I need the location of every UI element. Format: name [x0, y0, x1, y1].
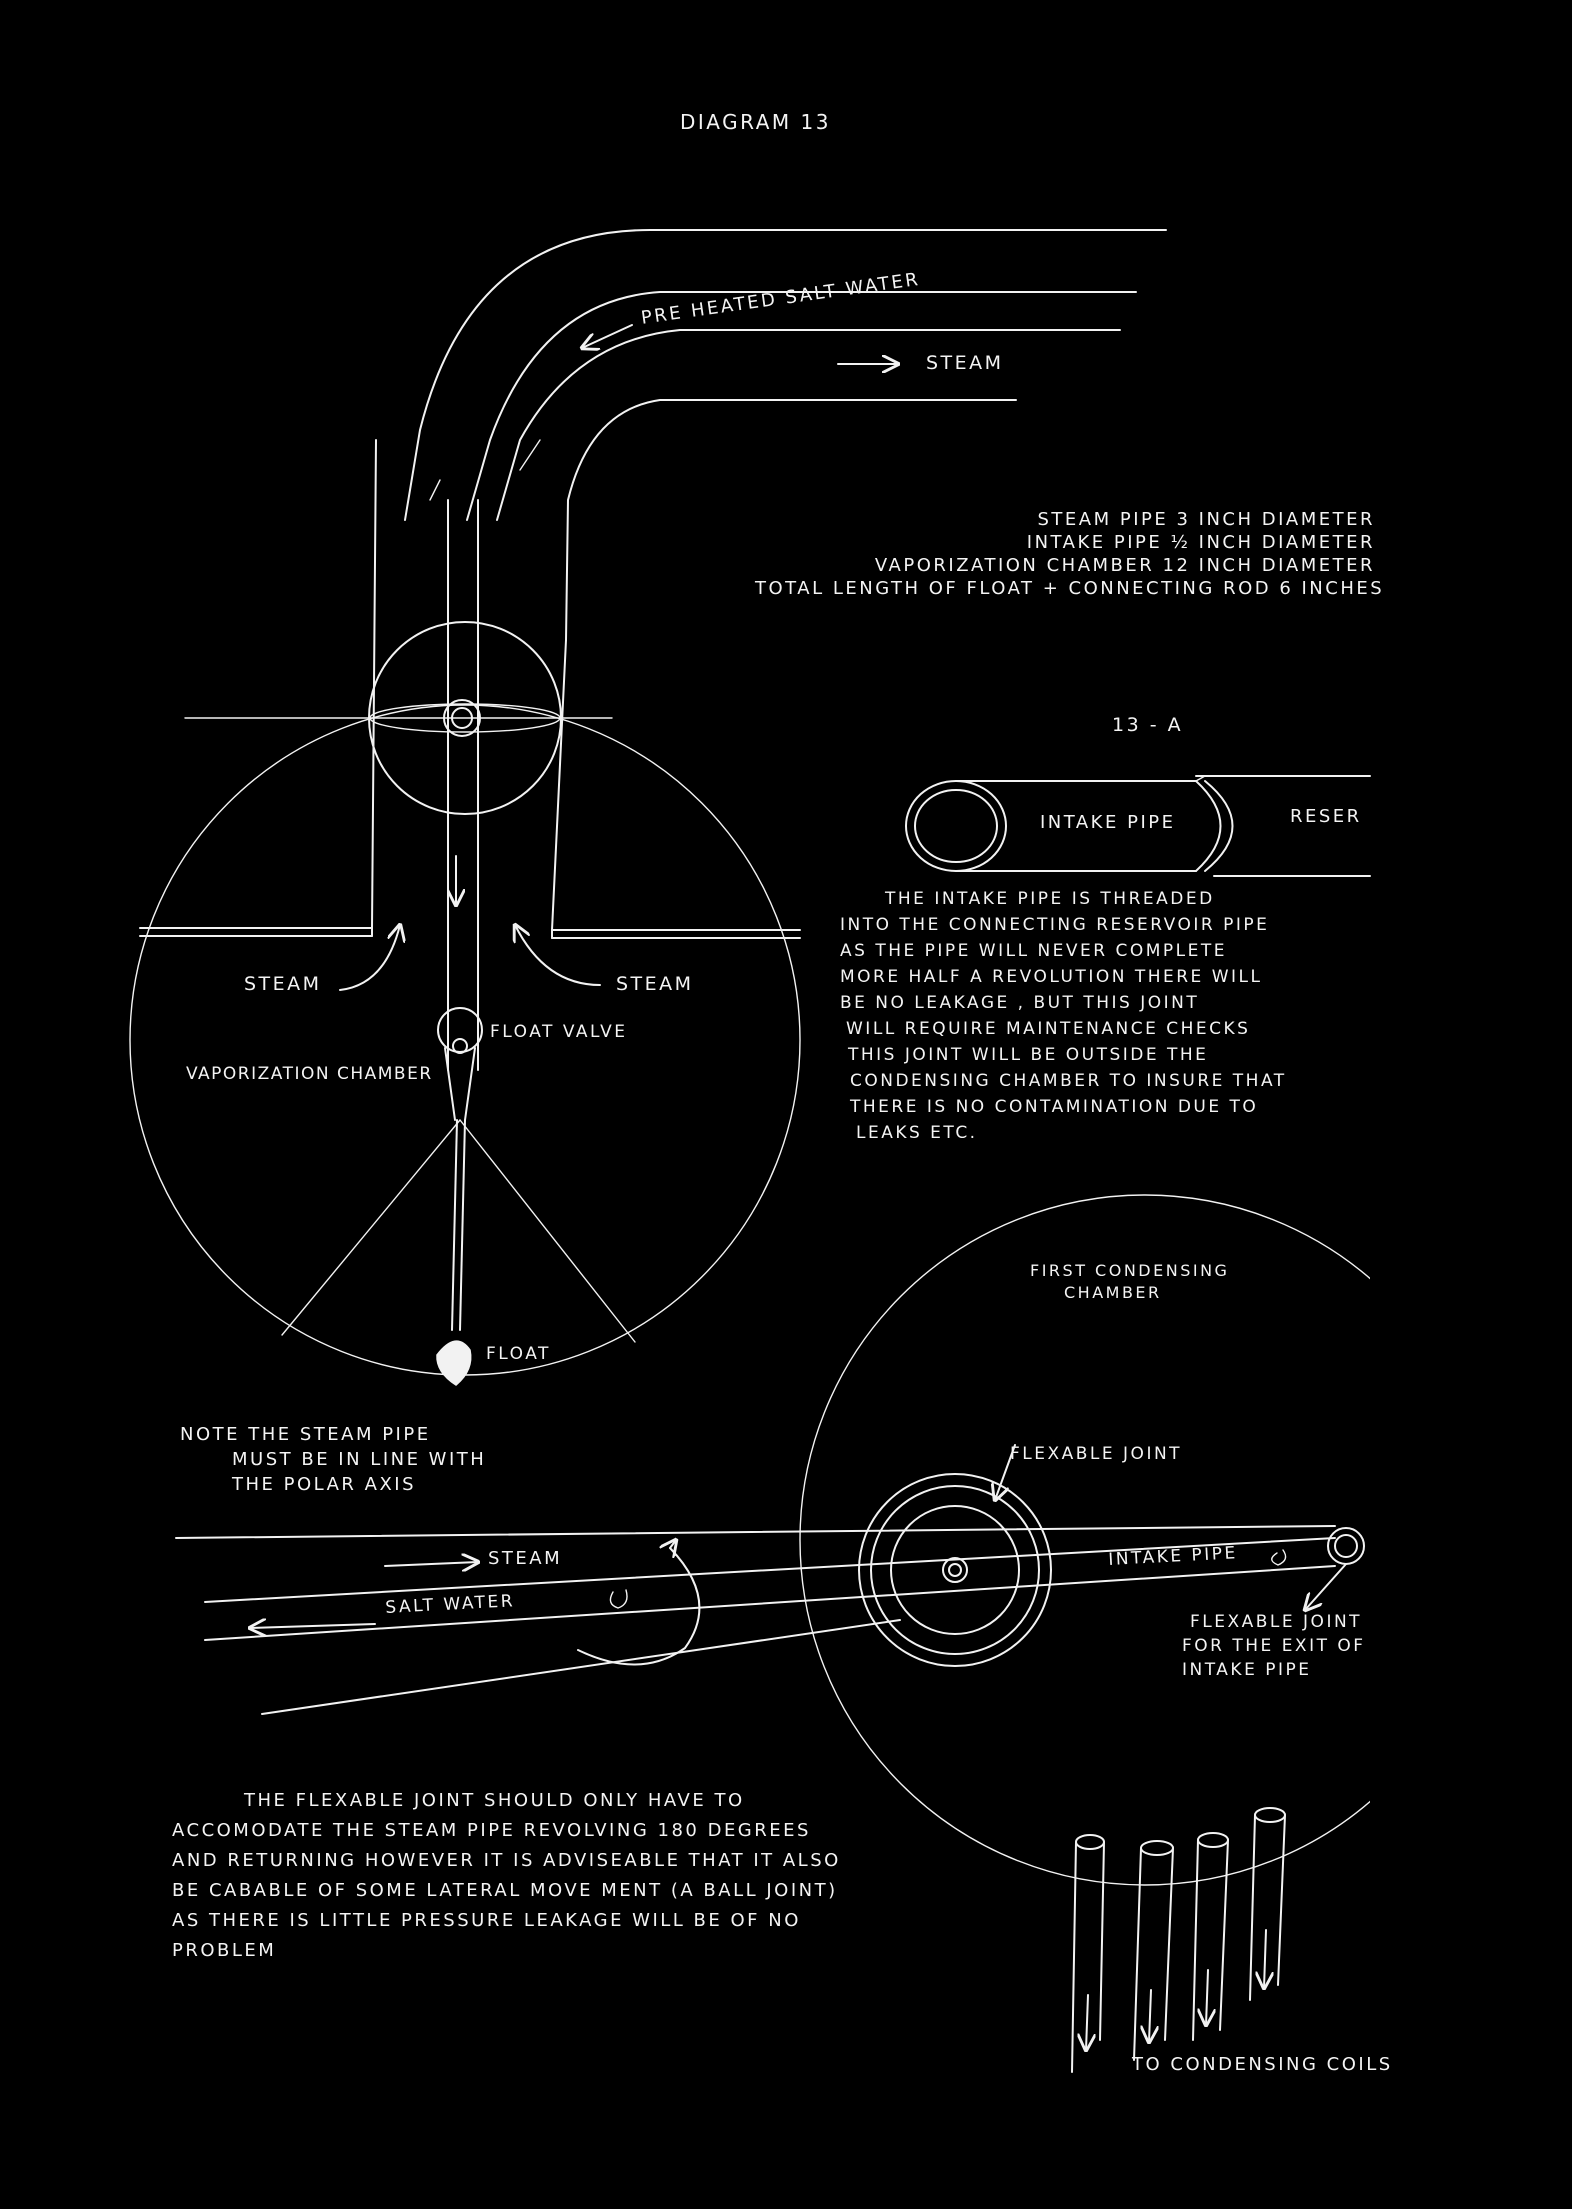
salt-water-arrow: [582, 325, 632, 348]
joint-note: [172, 1786, 841, 1966]
right-crop: [1370, 1100, 1572, 2000]
sub-diagram-label: 13 - A: [1112, 714, 1184, 736]
note-line: THE INTAKE PIPE IS THREADED: [885, 889, 1215, 909]
exit-joint-label: [1182, 1610, 1366, 1682]
float-valve-label: FLOAT VALVE: [490, 1022, 628, 1042]
note-line: THE FLEXABLE JOINT SHOULD ONLY HAVE TO: [244, 1790, 745, 1811]
note-line: MORE HALF A REVOLUTION THERE WILL: [840, 967, 1263, 987]
note-line: ACCOMODATE THE STEAM PIPE REVOLVING 180 DEGREES: [172, 1820, 811, 1841]
steam-right-label: STEAM: [616, 973, 694, 995]
note-line: CONDENSING CHAMBER TO INSURE THAT: [850, 1071, 1287, 1091]
note-line: PROBLEM: [172, 1940, 277, 1961]
note-line: BE CABABLE OF SOME LATERAL MOVE MENT (A BALL JOINT): [172, 1880, 838, 1901]
reservoir-label: RESER: [1290, 806, 1362, 827]
preheated-salt-water-label: PRE HEATED SALT WATER: [639, 268, 922, 329]
label-line: FLEXABLE JOINT: [1190, 1612, 1363, 1632]
note-line: INTO THE CONNECTING RESERVOIR PIPE: [840, 915, 1270, 935]
spec-line: VAPORIZATION CHAMBER 12 INCH DIAMETER: [874, 555, 1375, 576]
steam-top-label: STEAM: [926, 352, 1004, 374]
spec-line: STEAM PIPE 3 INCH DIAMETER: [1037, 509, 1375, 530]
note-line: AS THERE IS LITTLE PRESSURE LEAKAGE WILL BE OF NO: [172, 1910, 801, 1931]
steam-arrow-right: [515, 925, 600, 985]
float-label: FLOAT: [486, 1344, 551, 1364]
steam-arrow-left: [340, 925, 400, 990]
condensing-coils-label: TO CONDENSING COILS: [1132, 2054, 1393, 2075]
salt-water-lower-label: SALT WATER: [384, 1591, 516, 1618]
flexable-joint-label: FLEXABLE JOINT: [1010, 1444, 1183, 1464]
condensing-chamber-label: [1030, 1260, 1229, 1304]
note-line: THE POLAR AXIS: [232, 1474, 417, 1495]
note-line: THIS JOINT WILL BE OUTSIDE THE: [848, 1045, 1209, 1065]
intake-note: [840, 886, 1287, 1146]
note-line: NOTE THE STEAM PIPE: [180, 1424, 431, 1445]
note-line: MUST BE IN LINE WITH: [232, 1449, 487, 1470]
spec-line: TOTAL LENGTH OF FLOAT + CONNECTING ROD 6 INCHES: [755, 578, 1385, 599]
label-line: FOR THE EXIT OF: [1182, 1636, 1366, 1656]
note-line: AND RETURNING HOWEVER IT IS ADVISEABLE THAT IT ALSO: [172, 1850, 841, 1871]
note-line: THERE IS NO CONTAMINATION DUE TO: [850, 1097, 1259, 1117]
specs-block: [755, 508, 1385, 600]
steam-left-label: STEAM: [244, 973, 322, 995]
diagram-title: DIAGRAM 13: [680, 110, 831, 134]
label-line: CHAMBER: [1064, 1283, 1162, 1302]
polar-note: [180, 1422, 486, 1497]
note-line: AS THE PIPE WILL NEVER COMPLETE: [840, 941, 1228, 961]
note-line: LEAKS ETC.: [856, 1123, 978, 1143]
chamber-internal-pipes: [140, 856, 800, 938]
steam-pipe-vertical: [372, 440, 566, 1070]
label-line: FIRST CONDENSING: [1030, 1261, 1230, 1280]
steam-lower-label: STEAM: [488, 1548, 563, 1569]
intake-pipe-13a-label: INTAKE PIPE: [1040, 812, 1176, 833]
intake-pipe-lower-label: INTAKE PIPE: [1107, 1543, 1239, 1570]
vaporization-chamber-label: VAPORIZATION CHAMBER: [186, 1064, 433, 1084]
note-line: BE NO LEAKAGE , BUT THIS JOINT: [840, 993, 1200, 1013]
note-line: WILL REQUIRE MAINTENANCE CHECKS: [846, 1019, 1251, 1039]
condensing-coils: [1072, 1808, 1285, 2072]
label-line: INTAKE PIPE: [1182, 1660, 1312, 1680]
spec-line: INTAKE PIPE ½ INCH DIAMETER: [1026, 532, 1375, 553]
